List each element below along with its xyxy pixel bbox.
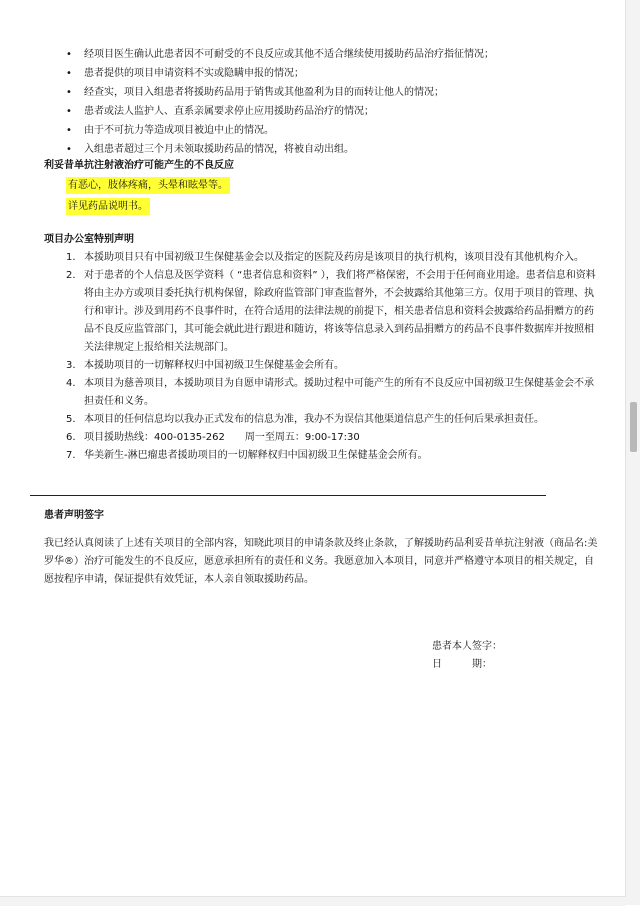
bullet-icon: • — [66, 87, 72, 98]
declaration-paragraph: 我已经认真阅读了上述有关项目的全部内容，知晓此项目的申请条款及终止条款，了解援助药品利妥昔单抗注射液（商品名:美罗华®）治疗可能发生的不良反应，愿意承担所有的责任和义务。我愿意加入本项目，同意并严格遵守本项目的相关规定，自愿按程序申请，保证提供有效凭证，本人亲自领取援助药品。 — [44, 538, 598, 585]
list-item: 6. 项目援助热线：400-0135-262 周一至周五：9:00-17:30 — [66, 432, 360, 443]
date-label: 日 期： — [432, 659, 492, 670]
scrollbar-thumb[interactable] — [630, 402, 637, 452]
list-item: 2. 对于患者的个人信息及医学资料（ “患者信息和资料” ），我们将严格保密，不会用于任何商业用途。患者信息和资料将由主办方或项目委托执行机构保留，除政府监管部门审查监督外，不会披露给其他第三方。仅用于项目的管理、执行和审计。涉及到用药不良事件时，在符合适用的法律法规的前提下，相关患者信息和资料会披露给药品捐赠方的药品不良反应监管部门，其可能会就此进行跟进和随访，将该等信息录入到药品捐赠方的药品不良事件数据库并按照相关法律规定上报给相关法规部门。 — [66, 270, 596, 353]
bullet-icon: • — [66, 125, 72, 136]
office-statement-list — [66, 249, 596, 465]
list-item: 5. 本项目的任何信息均以我办正式发布的信息为准，我办不为误信其他渠道信息产生的任何后果承担责任。 — [66, 414, 544, 425]
declaration-heading: 患者声明签字 — [44, 510, 104, 521]
list-item: • 经查实，项目入组患者将援助药品用于销售或其他盈利为目的而转让他人的情况； — [66, 84, 494, 103]
list-item: • 入组患者超过三个月未领取援助药品的情况，将被自动出组。 — [66, 141, 494, 160]
list-item: 1. 本援助项目只有中国初级卫生保健基金会以及指定的医院及药房是该项目的执行机构，该项目没有其他机构介入。 — [66, 252, 584, 263]
office-statement-heading: 项目办公室特别声明 — [44, 234, 134, 245]
bullet-icon: • — [66, 106, 72, 117]
list-item: 4. 本项目为慈善项目，本援助项目为自愿申请形式。援助过程中可能产生的所有不良反应中国初级卫生保健基金会不承担责任和义务。 — [66, 378, 594, 407]
signature-label: 患者本人签字： — [432, 641, 502, 652]
list-item: • 患者或法人监护人、直系亲属要求停止应用援助药品治疗的情况； — [66, 103, 494, 122]
list-item: • 由于不可抗力等造成项目被迫中止的情况。 — [66, 122, 494, 141]
highlighted-line: 有恶心，肢体疼痛，头晕和眩晕等。 — [66, 177, 230, 194]
list-item: • 患者提供的项目申请资料不实或隐瞒申报的情况； — [66, 65, 494, 84]
bullet-icon: • — [66, 49, 72, 60]
list-item: • 经项目医生确认此患者因不可耐受的不良反应或其他不适合继续使用援助药品治疗指征情况； — [66, 46, 494, 65]
highlighted-line: 详见药品说明书。 — [66, 198, 150, 215]
bullet-icon: • — [66, 144, 72, 155]
section-divider — [30, 495, 546, 496]
vertical-scrollbar[interactable] — [625, 0, 640, 905]
list-item: 7. 华美新生-淋巴瘤患者援助项目的一切解释权归中国初级卫生保健基金会所有。 — [66, 450, 428, 461]
adverse-reaction-highlight — [66, 177, 230, 216]
termination-bullet-list — [66, 46, 494, 160]
bullet-icon: • — [66, 68, 72, 79]
list-item: 3. 本援助项目的一切解释权归中国初级卫生保健基金会所有。 — [66, 360, 344, 371]
adverse-reaction-heading: 利妥昔单抗注射液治疗可能产生的不良反应 — [44, 160, 234, 171]
